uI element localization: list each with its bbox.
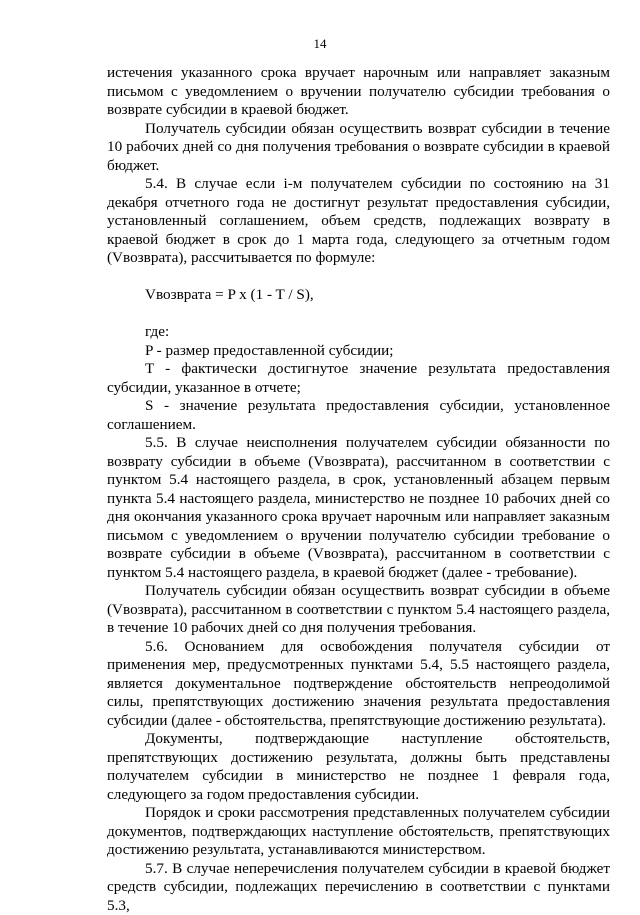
formula-where: где:	[107, 323, 610, 342]
formula-var-p: P - размер предоставленной субсидии;	[107, 342, 610, 361]
paragraph-refund-volume: Получатель субсидии обязан осуществить возврат субсидии в объеме (Vвозврата), рассчитанном в соответствии с пунктом 5.4 настоящего раздела, в течение 10 рабочих дней со дня получения требования.	[107, 582, 610, 638]
paragraph-procedure: Порядок и сроки рассмотрения представленных получателем субсидии документов, подтверждающих наступление обстоятельств, препятствующих достижению результата, устанавливаются министерством.	[107, 804, 610, 860]
paragraph-documents: Документы, подтверждающие наступление обстоятельств, препятствующих достижению результата, должны быть представлены получателем субсидии в министерство не позднее 1 февраля года, следующего за годом предоставления субсидии.	[107, 730, 610, 804]
paragraph-refund-obligation: Получатель субсидии обязан осуществить возврат субсидии в течение 10 рабочих дней со дня получения требования о возврате субсидии в краевой бюджет.	[107, 120, 610, 176]
paragraph-5-7: 5.7. В случае неперечисления получателем субсидии в краевой бюджет средств субсидии, подлежащих перечислению в соответствии с пунктами 5.3,	[107, 860, 610, 915]
page-number: 14	[0, 36, 640, 52]
paragraph-5-4: 5.4. В случае если i-м получателем субсидии по состоянию на 31 декабря отчетного года не достигнут результат предоставления субсидии, установленный соглашением, объем средств, подлежащих возврату в краевой бюджет в срок до 1 марта года, следующего за отчетным годом (Vвозврата), рассчитывается по формуле:	[107, 175, 610, 268]
formula-var-s: S - значение результата предоставления субсидии, установленное соглашением.	[107, 397, 610, 434]
paragraph-5-6: 5.6. Основанием для освобождения получателя субсидии от применения мер, предусмотренных пунктами 5.4, 5.5 настоящего раздела, является документальное подтверждение обстоятельств непреодолимой силы, препятствующих достижению значения результата предоставления субсидии (далее - обстоятельства, препятствующие достижению результата).	[107, 638, 610, 731]
formula-var-t: T - фактически достигнутое значение результата предоставления субсидии, указанное в отчете;	[107, 360, 610, 397]
formula: Vвозврата = P x (1 - T / S),	[107, 286, 610, 305]
paragraph-5-5: 5.5. В случае неисполнения получателем субсидии обязанности по возврату субсидии в объеме (Vвозврата), рассчитанном в соответствии с пунктом 5.4 настоящего раздела, в срок, установленный абзацем первым пункта 5.4 настоящего раздела, министерство не позднее 10 рабочих дней со дня окончания указанного срока вручает нарочным или направляет заказным письмом с уведомлением о вручении получателю субсидии требование о возврате субсидии в объеме (Vвозврата), рассчитанном в соответствии с пунктом 5.4 настоящего раздела, в краевой бюджет (далее - требование).	[107, 434, 610, 582]
document-body	[107, 64, 610, 915]
paragraph-continuation: истечения указанного срока вручает нарочным или направляет заказным письмом с уведомлением о вручении получателю субсидии требования о возврате субсидии в краевой бюджет.	[107, 64, 610, 120]
